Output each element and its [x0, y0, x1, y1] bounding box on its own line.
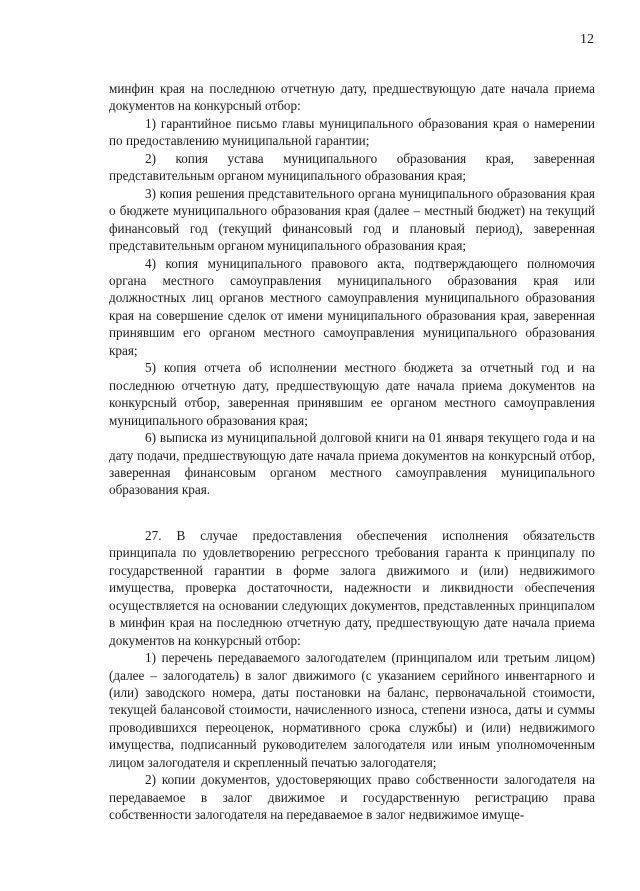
list-item-6: 6) выписка из муниципальной долговой книги на 01 января текущего года и на дату подачи, предшествующую дате начала приема документов на конкурсный отбор, заверенная финансовым органом местного самоуправления муниципального образования края.	[109, 430, 595, 498]
section-27-item-1: 1) перечень передаваемого залогодателем (принципалом или третьим лицом) (далее – залогодатель) в залог движимого (с указанием серийного инвентарного и (или) заводского номера, даты постановки на баланс, первоначальной стоимости, текущей балансовой стоимости, начисленного износа, степени износа, даты и суммы проводившихся переоценок, нормативного срока службы) и (или) недвижимого имущества, подписанный руководителем залогодателя или иным уполномоченным лицом залогодателя и скрепленный печатью залогодателя;	[109, 650, 595, 770]
document-body	[109, 80, 595, 824]
list-item-1: 1) гарантийное письмо главы муниципального образования края о намерении по предоставлению муниципальной гарантии;	[109, 115, 595, 149]
list-item-5: 5) копия отчета об исполнении местного бюджета за отчетный год и на последнюю отчетную дату, предшествующую дате начала приема документов на конкурсный отбор, заверенная принявшим ее органом местного самоуправления муниципального образования края;	[109, 360, 595, 428]
list-item-2: 2) копия устава муниципального образования края, заверенная представительным органом муниципального образования края;	[109, 150, 595, 184]
section-27-paragraph: 27. В случае предоставления обеспечения исполнения обязательств принципала по удовлетворению регрессного требования гаранта к принципалу по государственной гарантии в форме залога движимого и (или) недвижимого имущества, проверка достаточности, надежности и ликвидности обеспечения осуществляется на основании следующих документов, представленных принципалом в минфин края на последнюю отчетную дату, предшествующую дате начала приема документов на конкурсный отбор:	[109, 527, 595, 648]
section-27-item-2: 2) копии документов, удостоверяющих право собственности залогодателя на передаваемое в залог движимое и государственную регистрацию права собственности залогодателя на передаваемое в залог недвижимое имуще-	[109, 772, 595, 823]
list-item-3: 3) копия решения представительного органа муниципального образования края о бюджете муниципального образования края (далее – местный бюджет) на текущий финансовый год (текущий финансовый год и плановый период), заверенная представительным органом муниципального образования края;	[109, 185, 595, 254]
list-item-4: 4) копия муниципального правового акта, подтверждающего полномочия органа местного самоуправления муниципального образования края или должностных лиц органов местного самоуправления муниципального образования края на совершение сделок от имени муниципального образования края, заверенная принявшим его органом местного самоуправления муниципального образования края;	[109, 255, 595, 358]
page-number: 12	[580, 32, 594, 47]
paragraph-intro: минфин края на последнюю отчетную дату, предшествующую дате начала приема документов на конкурсный отбор:	[109, 81, 595, 114]
